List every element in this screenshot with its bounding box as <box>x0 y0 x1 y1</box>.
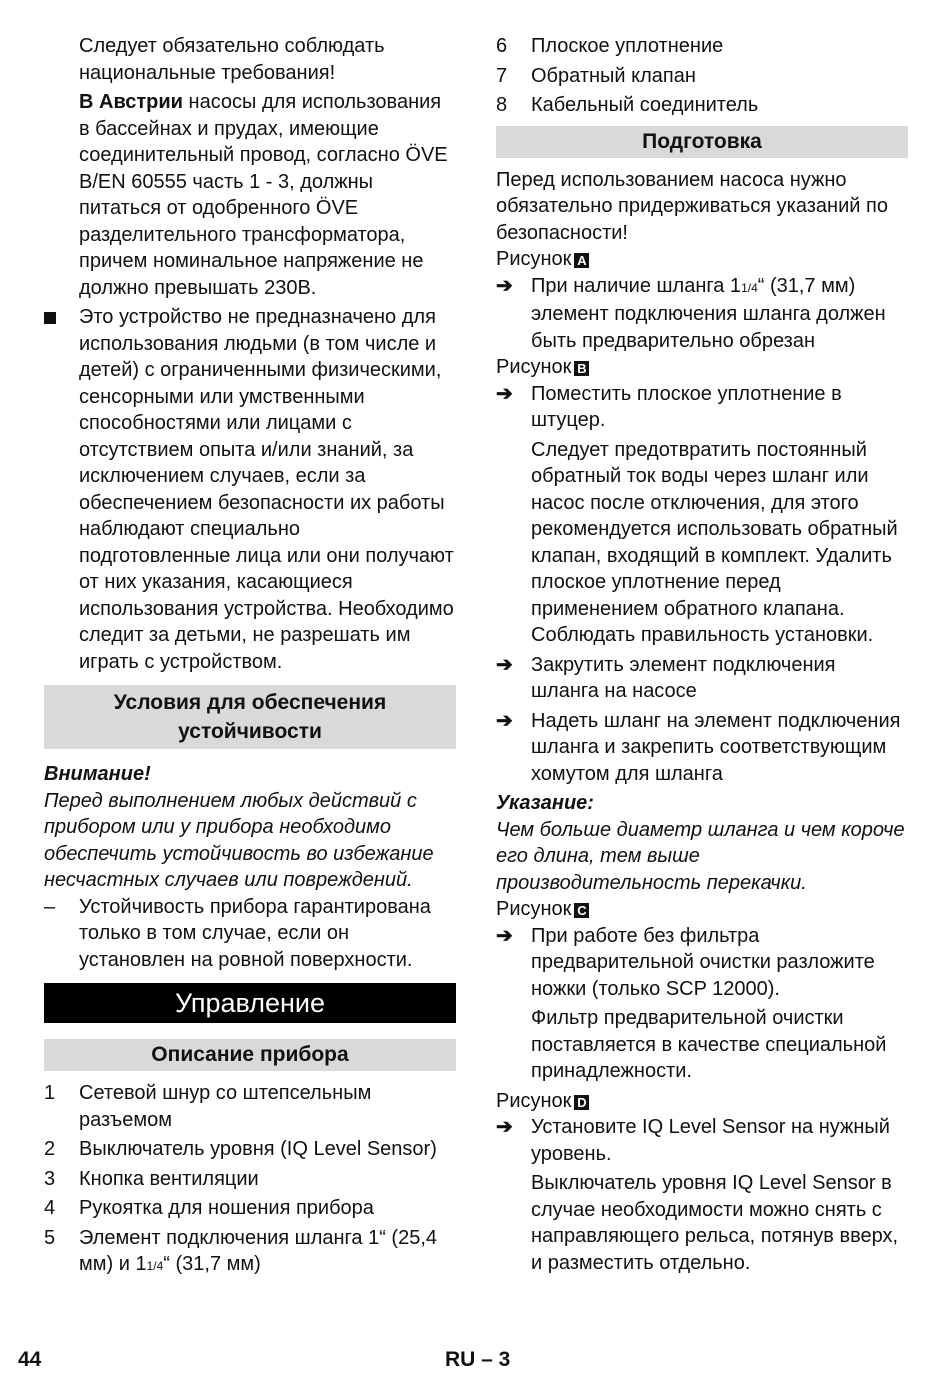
arrow-right-icon: ➔ <box>496 274 513 297</box>
list-item-text: Кабельный соединитель <box>531 94 759 116</box>
bullet-square-icon <box>44 304 79 675</box>
list-item <box>44 1166 456 1193</box>
arrow-right-icon: ➔ <box>496 653 513 676</box>
right-column <box>496 33 908 1276</box>
list-item-number: 6 <box>496 35 508 57</box>
step-note: Фильтр предварительной очистки поставляется в качестве специальной принадлежности. <box>531 1007 887 1082</box>
stability-heading: Условия для обеспечения устойчивости <box>44 685 456 749</box>
left-column <box>44 33 456 1280</box>
list-item-number: 1 <box>44 1082 56 1104</box>
note-text: Чем больше диаметр шланга и чем короче его длина, тем выше производительность перекачки. <box>496 818 905 894</box>
step-note: Выключатель уровня IQ Level Sensor в случае необходимости можно снять с направляющего рельса, потянув вверх, и разместить отдельно. <box>531 1172 899 1274</box>
section-page-label: RU – 3 <box>445 1348 511 1371</box>
step-text: Поместить плоское уплотнение в штуцер. <box>531 382 842 431</box>
figure-ref-b: Рисунок B <box>496 354 908 381</box>
arrow-right-icon: ➔ <box>496 382 513 405</box>
figure-ref-d: Рисунок D <box>496 1088 908 1115</box>
list-item-text: Выключатель уровня (IQ Level Sensor) <box>79 1138 437 1160</box>
step-text: При работе без фильтра предварительной очистки разложите ножки (только SCP 12000). <box>531 924 875 1000</box>
fraction: 1/4 <box>741 280 758 295</box>
dash-marker: – <box>44 895 56 918</box>
list-item <box>44 1136 456 1163</box>
list-item-text: Плоское уплотнение <box>531 35 724 57</box>
list-item-number: 4 <box>44 1197 56 1219</box>
list-item-number: 5 <box>44 1226 56 1249</box>
list-item-text: Элемент подключения шланга 1“ (25,4 мм) и 11/4“ (31,7 мм) <box>79 1226 438 1275</box>
list-item-text: Сетевой шнур со штепсельным разъемом <box>79 1082 372 1131</box>
list-item <box>496 33 908 60</box>
bullet-text: Это устройство не предназначено для использования людьми (в том числе и детей) с ограниченными физическими, сенсорными или умственными способностями или лицами с отсутствием опыта и/или знаний, за исключением случаев, если за обеспечением безопасности их работы наблюдают специально подготовленные лица или они получают от них указания, касающиеся использования устройства. Необходимо следит за детьми, не разрешать им играть с устройством. <box>79 306 454 673</box>
step-item <box>496 381 908 434</box>
list-item-text: Рукоятка для ношения прибора <box>79 1197 374 1219</box>
figure-ref-a: Рисунок A <box>496 246 908 273</box>
list-item-number: 7 <box>496 64 508 87</box>
step-text: Установите IQ Level Sensor на нужный уровень. <box>531 1116 890 1165</box>
page-number: 44 <box>18 1348 42 1371</box>
warning-label: Внимание! <box>44 763 151 785</box>
operation-heading: Управление <box>44 983 456 1023</box>
list-item-text: Обратный клапан <box>531 64 696 87</box>
list-item <box>496 92 908 119</box>
step-item <box>496 923 908 1003</box>
national-requirements-text: Следует обязательно соблюдать национальные требования! <box>79 35 385 84</box>
figure-a-badge: A <box>574 253 589 268</box>
austria-paragraph <box>44 89 456 301</box>
figure-ref-c: Рисунок C <box>496 896 908 923</box>
step-item <box>496 708 908 788</box>
step-note: Следует предотвратить постоянный обратный ток воды через шланг или насос после отключения, для этого рекомендуется использовать обратный клапан, входящий в комплект. Удалить плоское уплотнение перед применением обратного клапана. Соблюдать правильность установки. <box>531 438 898 646</box>
dash-text: Устойчивость прибора гарантирована только в том случае, если он установлен на ровной поверхности. <box>79 895 431 971</box>
list-item <box>44 1195 456 1222</box>
warning-text: Перед выполнением любых действий с прибором или у прибора необходимо обеспечить устойчивость во избежание несчастных случаев или повреждений. <box>44 789 434 891</box>
bullet-item <box>44 304 456 675</box>
arrow-right-icon: ➔ <box>496 709 513 732</box>
step-item <box>496 652 908 705</box>
step-text: Надеть шланг на элемент подключения шланга и закрепить соответствующим хомутом для шланга <box>531 709 901 785</box>
arrow-right-icon: ➔ <box>496 924 513 947</box>
list-item-number: 2 <box>44 1138 56 1160</box>
figure-d-badge: D <box>574 1095 589 1110</box>
step-item <box>496 273 908 355</box>
list-item-number: 3 <box>44 1167 56 1190</box>
preparation-heading: Подготовка <box>496 126 908 158</box>
dash-item <box>44 894 456 974</box>
list-item-text: Кнопка вентиляции <box>79 1167 259 1190</box>
note-label: Указание: <box>496 792 594 814</box>
austria-text: насосы для использования в бассейнах и прудах, имеющие соединительный провод, согласно ÖVE B/EN 60555 часть 1 - 3, должны питаться от одобренного ÖVE разделительного трансформатора, причем номинальное напряжение не должно превышать 230В. <box>79 91 448 299</box>
list-item-number: 8 <box>496 94 508 116</box>
list-item <box>44 1080 456 1133</box>
arrow-right-icon: ➔ <box>496 1116 513 1138</box>
step-text: Закрутить элемент подключения шланга на насосе <box>531 653 836 702</box>
list-item <box>496 63 908 90</box>
figure-b-badge: B <box>574 361 589 376</box>
figure-c-badge: C <box>574 903 589 918</box>
fraction: 1/4 <box>146 1259 164 1273</box>
step-text: При наличие шланга 11/4“ (31,7 мм) элемент подключения шланга должен быть предварительно обрезан <box>531 274 886 352</box>
list-item <box>44 1225 456 1280</box>
step-item <box>496 1114 908 1167</box>
austria-label: В Австрии <box>79 91 183 113</box>
description-heading: Описание прибора <box>44 1039 456 1071</box>
preparation-intro: Перед использованием насоса нужно обязательно придерживаться указаний по безопасности! <box>496 168 888 244</box>
